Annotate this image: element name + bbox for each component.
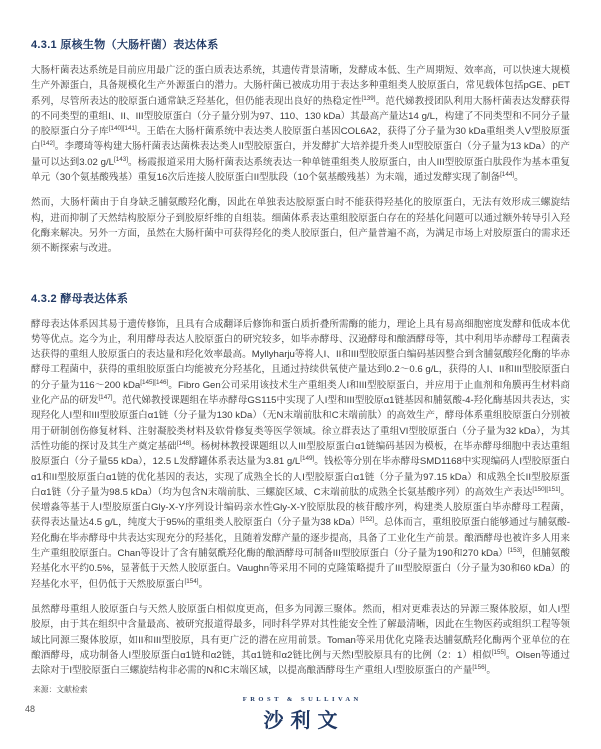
- section-heading-4-3-2: 4.3.2 酵母表达体系: [31, 292, 129, 305]
- logo-wordmark-en: FROST & SULLIVAN: [242, 696, 362, 703]
- frost-sullivan-logo: [0, 696, 601, 733]
- paragraph-yeast-trimer: 虽然酵母重组人胶原蛋白与天然人胶原蛋白相似度更高，但多为同源三聚体。然而，相对更难表达的异源三聚体胶原，如人I型胶原，由于其在组织中含量最高、被研究报道得最多，同时科学界对其性能安全性了解最清晰，因此在生物医药或组织工程等领域比同源三聚体胶原，如II和III型胶原，具有更广泛的潜在应用前景。Toman等采用优化克隆表达脯氨酰羟化酶两个亚单位的在酿酒酵母，成功制备人I型胶原蛋白α1链和α2链，其α1链和α2链比例与天然I型胶原具有的比例（2：1）相似[155]。Olsen等通过去除对于I型胶原蛋白三螺旋结构非必需的N和C末端区域，以提高酿酒酵母生产重组人I型胶原蛋白的产量[156]。: [31, 603, 571, 677]
- section-yeast-expression: [31, 290, 570, 679]
- logo-wordmark-cn: 沙利文: [263, 708, 345, 732]
- section-heading-4-3-1: 4.3.1 原核生物（大肠杆菌）表达体系: [31, 39, 219, 51]
- source-note: 来源：文献检索: [33, 685, 88, 694]
- paragraph-yeast-overview: 酵母表达体系因其易于遗传修饰，且具有合成翻译后修饰和蛋白质折叠所需酶的能力，理论上具有易高细胞密度发酵和低成本优势等优点。迄今为止，利用酵母表达人胶原蛋白的研究较多，如毕赤酵母、汉逊酵母和酿酒酵母等，其中利用毕赤酵母工程菌表达获得的重组人胶原蛋白的表达量和羟化效率最高。Myllyharju等将人I、II和III型胶原蛋白编码基因整合到含脯氨酸羟化酶的毕赤酵母工程菌中，获得的重组胶原蛋白均能被充分羟基化，且通过持续供氧使产量达到0.2～0.6 g/L，获得的人I、II和III型胶原蛋白的分子量为116～200 kDa[145][146]。Fibro Gen公司采用该技术生产重组类人I和III型胶原蛋白，并应用于止血剂和角膜再生材料商业化产品的研发[147]。范代娣教授课题组在毕赤酵母GS115中实现了人I型和III型胶原α1链基因和脯氨酸-4-羟化酶基因共表达，实现羟化人I型和III型胶原蛋白α1链（分子量为130 kDa）（无N末端前肽和C末端前肽）的高效生产，酵母体系重组胶原蛋白分别被用于研制创伤修复材料、注射凝胶类材料及软骨修复类等医学领域。徐立群表达了重组VI型胶原蛋白（分子量为32 kDa），为其活性功能的探讨及其生产奠定基础[148]。杨树林教授课题组以人III型胶原蛋白α1链编码基因为模板，在毕赤酵母细胞中表达重组胶原蛋白（分子量55 kDa），12.5 L发酵罐体系表达量为3.81 g/L[149]。钱松等分别在毕赤酵母SMD1168中实现编码人I型胶原蛋白α1和II型胶原蛋白α1链的优化基因的表达，实现了成熟全长的人I型胶原蛋白α1链（分子量为97.15 kDa）和成熟全长II型胶原蛋白α1链（分子量为98.5 kDa）（均为包含N末端前肽、三螺旋区域、C末端前肽的成熟全长氨基酸序列）的高效生产表达[150][151]。侯增淼等基于人I型胶原蛋白Gly-X-Y序列设计编码亲水性Gly-X-Y胶原肽段的核苷酸序列，构建类人胶原蛋白毕赤酵母工程菌，获得表达量达4.5 g/L，纯度大于95%的重组类人胶原蛋白（分子量为38 kDa）[152]。总体而言，重组胶原蛋白能够通过与脯氨酸-羟化酶在毕赤酵母中共表达实现充分的羟基化，且随着发酵产量的逐步提高，具备了工业化生产前景。酿酒酵母也被许多人用来生产重组胶原蛋白。Chan等设计了含有脯氨酰羟化酶的酿酒酵母可制备III型胶原蛋白（分子量为190和270 kDa）[153]，但脯氨酸羟基化水平约0.5%，显著低于天然人胶原蛋白。Vaughn等采用不同的克隆策略提升了III型胶原蛋白（分子量为30和60 kDa）的羟基化水平，但仍低于天然胶原蛋白[154]。: [31, 318, 571, 590]
- paragraph-ecoli-limitations: 然而，大肠杆菌由于自身缺乏脯氨酸羟化酶，因此在单独表达胶原蛋白时不能获得羟基化的胶原蛋白，无法有效形成三螺旋结构，进而抑制了天然结构胶原分子到胶原纤维的自组装。细菌体系表达重组胶原蛋白存在的羟基化问题可以通过额外转导引入羟化酶来解决。另外一方面，虽然在大肠杆菌中可获得羟化的类人胶原蛋白，但产量普遍不高，为满足市场上对胶原蛋白的需求还须不断探索与改进。: [31, 197, 570, 255]
- page-number: 48: [25, 704, 36, 714]
- paragraph-ecoli-overview: 大肠杆菌表达系统是目前应用最广泛的蛋白质表达系统，其遗传背景清晰，发酵成本低、生产周期短、效率高，可以快速大规模生产外源蛋白，具备规模化生产外源蛋白的潜力。大肠杆菌已被成功用于表达多种重组类人胶原蛋白，常见载体包括pGE、pET系列，尽管所表达的胶原蛋白通常缺乏羟基化，但仍能表现出良好的热稳定性[139]。范代娣教授团队利用大肠杆菌表达发酵获得的不同类型的重组I、II、III型胶原蛋白（分子量分别为97、110、130 kDa）其最高产量达14 g/L，构建了不同类型和不同分子量的胶原蛋白分子库[140][141]。王皓在大肠杆菌系统中表达类人胶原蛋白基因COL6A2，获得了分子量为30 kDa重组类人V型胶原蛋白[142]。李璎琦等构建大肠杆菌表达菌株表达类人II型胶原蛋白，并发酵扩大培养提升类人II型胶原蛋白（分子量为13 kDa）的产量可以达到3.02 g/L[143]。杨霞报道采用大肠杆菌表达系统表达一种单链重组类人胶原蛋白，由人III型胶原蛋白肽段作为基本重复单元（30个氨基酸残基）重复16次后连接人胶原蛋白II型肽段（10个氨基酸残基）为末端，通过发酵实现了制备[144]。: [31, 65, 571, 184]
- section-prokaryote-expression: [31, 36, 570, 257]
